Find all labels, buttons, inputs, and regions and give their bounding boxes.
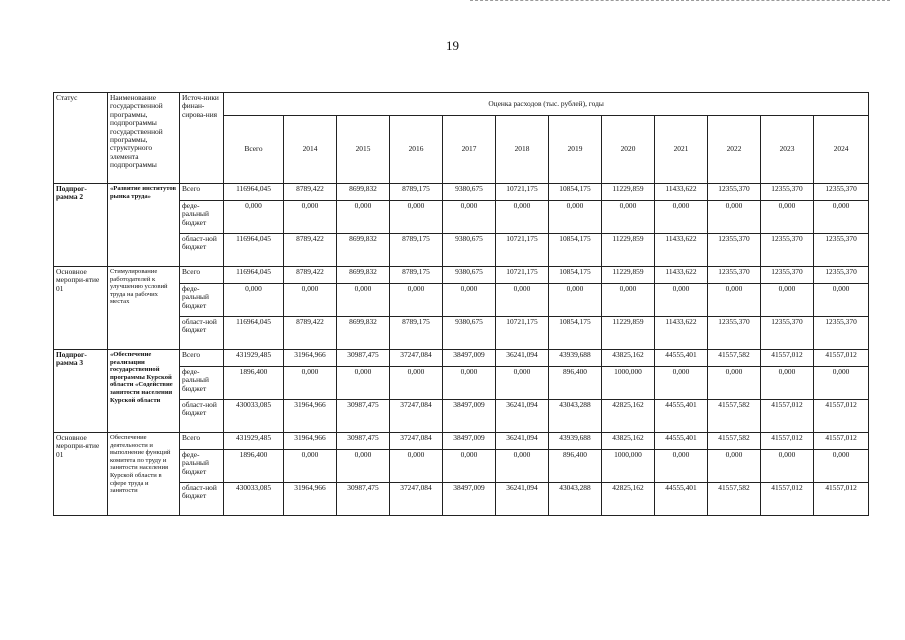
value-cell: 0,000 xyxy=(655,450,708,483)
value-cell: 12355,370 xyxy=(814,184,869,201)
value-cell: 10854,175 xyxy=(549,267,602,284)
header-year-11: 2024 xyxy=(814,115,869,183)
value-cell: 9380,675 xyxy=(443,184,496,201)
value-cell: 0,000 xyxy=(602,201,655,234)
value-cell: 0,000 xyxy=(708,450,761,483)
value-cell: 431929,485 xyxy=(224,433,284,450)
value-cell: 0,000 xyxy=(814,367,869,400)
value-cell: 38497,009 xyxy=(443,400,496,433)
value-cell: 11433,622 xyxy=(655,234,708,267)
value-cell: 0,000 xyxy=(496,284,549,317)
header-year-2: 2015 xyxy=(337,115,390,183)
header-name: Наименование государственной программы, подпрограммы государственной программы, структурного элемента подпрограммы xyxy=(108,93,180,184)
header-year-3: 2016 xyxy=(390,115,443,183)
header-year-8: 2021 xyxy=(655,115,708,183)
value-cell: 43939,688 xyxy=(549,350,602,367)
value-cell: 44555,401 xyxy=(655,350,708,367)
value-cell: 41557,582 xyxy=(708,483,761,516)
value-cell: 41557,012 xyxy=(814,350,869,367)
value-cell: 31964,966 xyxy=(284,433,337,450)
value-cell: 0,000 xyxy=(284,201,337,234)
value-cell: 11229,859 xyxy=(602,234,655,267)
value-cell: 31964,966 xyxy=(284,400,337,433)
value-cell: 8789,422 xyxy=(284,234,337,267)
value-cell: 8789,175 xyxy=(390,267,443,284)
value-cell: 12355,370 xyxy=(708,184,761,201)
value-cell: 0,000 xyxy=(284,450,337,483)
value-cell: 36241,094 xyxy=(496,483,549,516)
row-name: «Развитие институтов рынка труда» xyxy=(108,184,180,267)
value-cell: 0,000 xyxy=(443,450,496,483)
row-source: област-ной бюджет xyxy=(180,317,224,350)
header-year-10: 2023 xyxy=(761,115,814,183)
value-cell: 43825,162 xyxy=(602,433,655,450)
value-cell: 12355,370 xyxy=(708,267,761,284)
value-cell: 0,000 xyxy=(337,450,390,483)
row-status: Основное меропри-ятие 01 xyxy=(54,433,108,516)
row-source: феде-ральный бюджет xyxy=(180,201,224,234)
header-year-7: 2020 xyxy=(602,115,655,183)
row-name: Стимулирование работодателей к улучшению условий труда на рабочих местах xyxy=(108,267,180,350)
row-name: Обеспечение деятельности и выполнение функций комитета по труду и занятости населения Курской области в сфере труда и занятости xyxy=(108,433,180,516)
value-cell: 38497,009 xyxy=(443,433,496,450)
value-cell: 43939,688 xyxy=(549,433,602,450)
value-cell: 0,000 xyxy=(284,367,337,400)
value-cell: 8789,422 xyxy=(284,184,337,201)
value-cell: 10854,175 xyxy=(549,234,602,267)
value-cell: 0,000 xyxy=(390,201,443,234)
value-cell: 8699,832 xyxy=(337,184,390,201)
value-cell: 37247,084 xyxy=(390,433,443,450)
value-cell: 1896,400 xyxy=(224,367,284,400)
value-cell: 0,000 xyxy=(708,284,761,317)
value-cell: 12355,370 xyxy=(708,317,761,350)
row-source: Всего xyxy=(180,350,224,367)
table-row xyxy=(54,267,869,284)
value-cell: 11433,622 xyxy=(655,184,708,201)
value-cell: 41557,012 xyxy=(761,433,814,450)
value-cell: 0,000 xyxy=(337,201,390,234)
value-cell: 0,000 xyxy=(761,367,814,400)
value-cell: 0,000 xyxy=(549,201,602,234)
header-year-4: 2017 xyxy=(443,115,496,183)
row-status: Подпрог-рамма 2 xyxy=(54,184,108,267)
value-cell: 8789,175 xyxy=(390,184,443,201)
value-cell: 11229,859 xyxy=(602,317,655,350)
value-cell: 0,000 xyxy=(443,284,496,317)
value-cell: 41557,582 xyxy=(708,400,761,433)
value-cell: 10721,175 xyxy=(496,234,549,267)
value-cell: 41557,582 xyxy=(708,350,761,367)
value-cell: 0,000 xyxy=(708,367,761,400)
value-cell: 12355,370 xyxy=(761,267,814,284)
table-body xyxy=(54,184,869,516)
row-source: Всего xyxy=(180,184,224,201)
value-cell: 8699,832 xyxy=(337,317,390,350)
value-cell: 36241,094 xyxy=(496,433,549,450)
value-cell: 10721,175 xyxy=(496,317,549,350)
row-source: феде-ральный бюджет xyxy=(180,367,224,400)
page-number: 19 xyxy=(446,38,459,53)
table-row xyxy=(54,350,869,367)
value-cell: 38497,009 xyxy=(443,483,496,516)
header-estimate: Оценка расходов (тыс. рублей), годы xyxy=(224,93,869,116)
value-cell: 0,000 xyxy=(655,367,708,400)
value-cell: 0,000 xyxy=(708,201,761,234)
value-cell: 12355,370 xyxy=(814,317,869,350)
value-cell: 11433,622 xyxy=(655,317,708,350)
value-cell: 9380,675 xyxy=(443,234,496,267)
value-cell: 896,400 xyxy=(549,367,602,400)
value-cell: 430033,085 xyxy=(224,400,284,433)
row-source: област-ной бюджет xyxy=(180,483,224,516)
header-year-6: 2019 xyxy=(549,115,602,183)
value-cell: 0,000 xyxy=(390,284,443,317)
value-cell: 36241,094 xyxy=(496,400,549,433)
value-cell: 896,400 xyxy=(549,450,602,483)
header-status: Статус xyxy=(54,93,108,184)
value-cell: 8789,175 xyxy=(390,317,443,350)
value-cell: 116964,045 xyxy=(224,234,284,267)
value-cell: 41557,012 xyxy=(814,400,869,433)
row-source: феде-ральный бюджет xyxy=(180,450,224,483)
value-cell: 116964,045 xyxy=(224,267,284,284)
table-row xyxy=(54,433,869,450)
value-cell: 12355,370 xyxy=(761,234,814,267)
value-cell: 37247,084 xyxy=(390,400,443,433)
value-cell: 8789,175 xyxy=(390,234,443,267)
value-cell: 30987,475 xyxy=(337,433,390,450)
value-cell: 0,000 xyxy=(390,367,443,400)
header-year-5: 2018 xyxy=(496,115,549,183)
value-cell: 116964,045 xyxy=(224,184,284,201)
value-cell: 10721,175 xyxy=(496,184,549,201)
value-cell: 9380,675 xyxy=(443,317,496,350)
value-cell: 12355,370 xyxy=(814,234,869,267)
value-cell: 11433,622 xyxy=(655,267,708,284)
value-cell: 31964,966 xyxy=(284,483,337,516)
value-cell: 43043,288 xyxy=(549,400,602,433)
value-cell: 30987,475 xyxy=(337,483,390,516)
value-cell: 43825,162 xyxy=(602,350,655,367)
value-cell: 44555,401 xyxy=(655,433,708,450)
row-source: област-ной бюджет xyxy=(180,400,224,433)
value-cell: 1000,000 xyxy=(602,450,655,483)
value-cell: 9380,675 xyxy=(443,267,496,284)
value-cell: 0,000 xyxy=(761,284,814,317)
value-cell: 41557,012 xyxy=(761,350,814,367)
value-cell: 41557,012 xyxy=(761,400,814,433)
row-source: Всего xyxy=(180,433,224,450)
header-year-9: 2022 xyxy=(708,115,761,183)
value-cell: 41557,582 xyxy=(708,433,761,450)
value-cell: 12355,370 xyxy=(761,317,814,350)
value-cell: 0,000 xyxy=(390,450,443,483)
value-cell: 116964,045 xyxy=(224,317,284,350)
value-cell: 0,000 xyxy=(761,201,814,234)
value-cell: 0,000 xyxy=(602,284,655,317)
value-cell: 38497,009 xyxy=(443,350,496,367)
row-source: област-ной бюджет xyxy=(180,234,224,267)
value-cell: 8789,422 xyxy=(284,267,337,284)
value-cell: 0,000 xyxy=(496,201,549,234)
value-cell: 36241,094 xyxy=(496,350,549,367)
value-cell: 0,000 xyxy=(496,367,549,400)
value-cell: 37247,084 xyxy=(390,350,443,367)
value-cell: 12355,370 xyxy=(814,267,869,284)
value-cell: 44555,401 xyxy=(655,483,708,516)
value-cell: 0,000 xyxy=(496,450,549,483)
value-cell: 10854,175 xyxy=(549,317,602,350)
value-cell: 31964,966 xyxy=(284,350,337,367)
value-cell: 41557,012 xyxy=(814,483,869,516)
value-cell: 42825,162 xyxy=(602,400,655,433)
value-cell: 11229,859 xyxy=(602,267,655,284)
value-cell: 0,000 xyxy=(814,201,869,234)
value-cell: 41557,012 xyxy=(814,433,869,450)
value-cell: 41557,012 xyxy=(761,483,814,516)
row-source: Всего xyxy=(180,267,224,284)
value-cell: 0,000 xyxy=(655,201,708,234)
value-cell: 8699,832 xyxy=(337,234,390,267)
value-cell: 0,000 xyxy=(337,367,390,400)
value-cell: 0,000 xyxy=(443,201,496,234)
value-cell: 8699,832 xyxy=(337,267,390,284)
value-cell: 42825,162 xyxy=(602,483,655,516)
value-cell: 30987,475 xyxy=(337,400,390,433)
value-cell: 0,000 xyxy=(655,284,708,317)
value-cell: 0,000 xyxy=(443,367,496,400)
header-year-0: Всего xyxy=(224,115,284,183)
table-row xyxy=(54,184,869,201)
value-cell: 11229,859 xyxy=(602,184,655,201)
value-cell: 0,000 xyxy=(224,201,284,234)
header-year-1: 2014 xyxy=(284,115,337,183)
value-cell: 0,000 xyxy=(814,284,869,317)
value-cell: 44555,401 xyxy=(655,400,708,433)
value-cell: 1896,400 xyxy=(224,450,284,483)
row-name: «Обеспечение реализации государственной программы Курской области «Содействие занятости населения Курской области xyxy=(108,350,180,433)
value-cell: 10721,175 xyxy=(496,267,549,284)
value-cell: 0,000 xyxy=(284,284,337,317)
value-cell: 431929,485 xyxy=(224,350,284,367)
value-cell: 0,000 xyxy=(814,450,869,483)
row-source: феде-ральный бюджет xyxy=(180,284,224,317)
value-cell: 0,000 xyxy=(224,284,284,317)
value-cell: 8789,422 xyxy=(284,317,337,350)
header-source: Источ-ники финан-сирова-ния xyxy=(180,93,224,184)
value-cell: 10854,175 xyxy=(549,184,602,201)
value-cell: 0,000 xyxy=(337,284,390,317)
value-cell: 12355,370 xyxy=(761,184,814,201)
value-cell: 0,000 xyxy=(549,284,602,317)
header-row-1 xyxy=(54,93,869,116)
row-status: Подпрог-рамма 3 xyxy=(54,350,108,433)
value-cell: 30987,475 xyxy=(337,350,390,367)
value-cell: 43043,288 xyxy=(549,483,602,516)
row-status: Основное меропри-ятие 01 xyxy=(54,267,108,350)
scan-edge-line xyxy=(470,0,890,4)
value-cell: 430033,085 xyxy=(224,483,284,516)
value-cell: 1000,000 xyxy=(602,367,655,400)
value-cell: 0,000 xyxy=(761,450,814,483)
value-cell: 12355,370 xyxy=(708,234,761,267)
expense-table xyxy=(53,92,869,516)
value-cell: 37247,084 xyxy=(390,483,443,516)
